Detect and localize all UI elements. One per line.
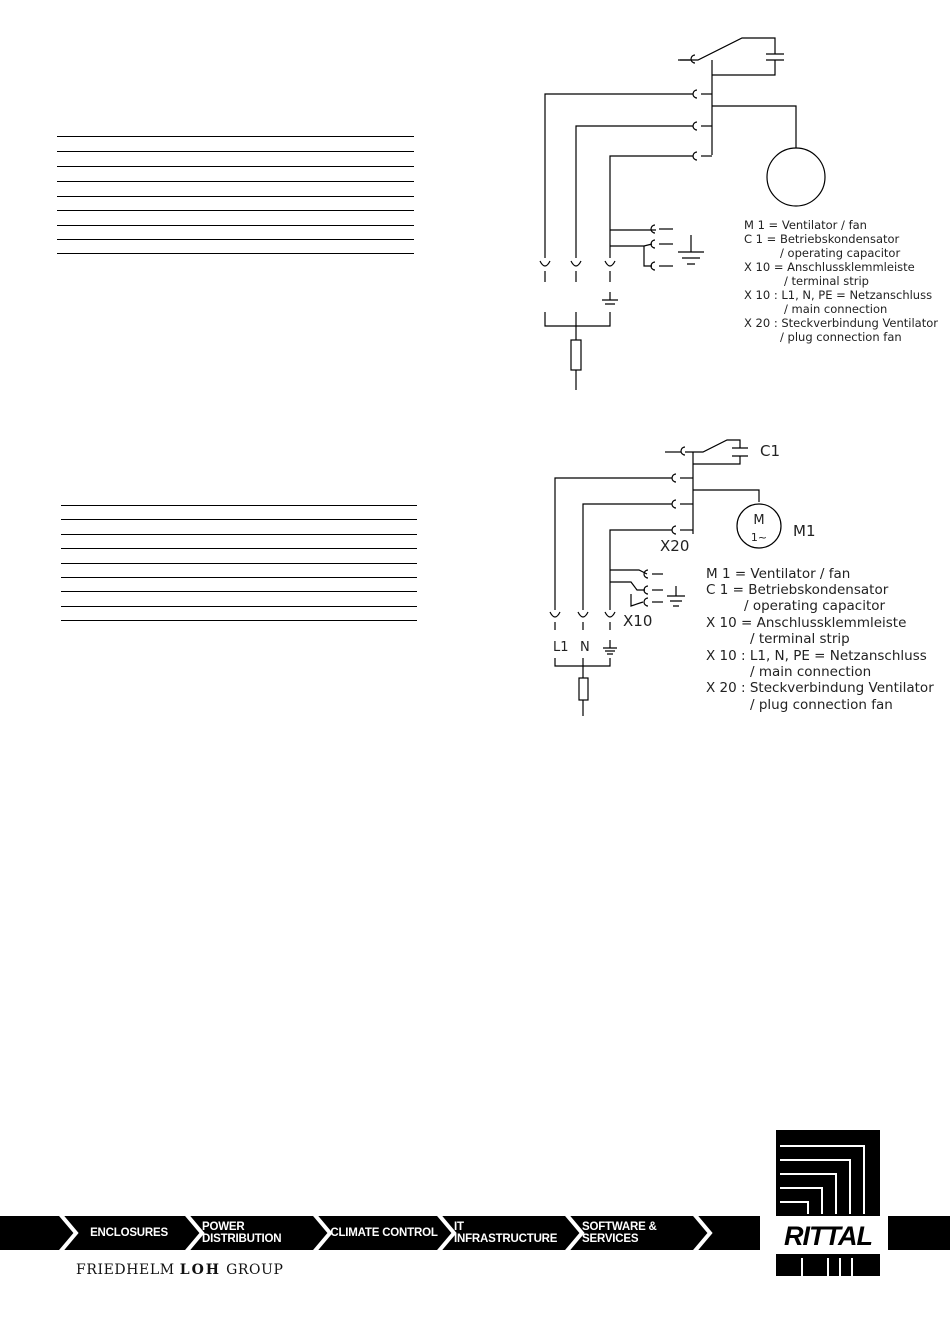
legend-line: / plug connection fan — [750, 697, 893, 713]
nav-item-it-infrastructure[interactable]: IT INFRASTRUCTURE — [454, 1221, 558, 1245]
legend-line: / main connection — [784, 302, 888, 316]
legend-line: / terminal strip — [784, 274, 869, 288]
rittal-logo-text: RITTAL — [784, 1221, 872, 1251]
legend-top — [744, 220, 944, 380]
legend-line: / terminal strip — [750, 631, 850, 647]
table-rule — [61, 577, 417, 578]
legend-line: C 1 = Betriebskondensator — [744, 232, 900, 246]
table-rule — [61, 548, 417, 549]
table-rule — [57, 151, 414, 152]
legend-line: X 10 = Anschlussklemmleiste — [744, 260, 915, 274]
motor-m1-label: M1 — [793, 522, 816, 540]
legend-line: X 20 : Steckverbindung Ventilator — [744, 316, 939, 330]
table-rule — [61, 591, 417, 592]
legend-line: C 1 = Betriebskondensator — [706, 582, 889, 598]
capacitor-c1-label: C1 — [760, 442, 781, 460]
legend-line: / plug connection fan — [780, 330, 902, 344]
nav-item-enclosures[interactable]: ENCLOSURES — [90, 1227, 168, 1239]
legend-line: X 10 = Anschlussklemmleiste — [706, 615, 907, 631]
terminal-x10-label: X10 — [623, 612, 653, 630]
legend-line: X 10 : L1, N, PE = Netzanschluss — [744, 288, 933, 302]
table-rule — [57, 225, 414, 226]
legend-line: M 1 = Ventilator / fan — [706, 566, 851, 582]
table-bottom — [61, 505, 417, 623]
legend-line: / operating capacitor — [780, 246, 901, 260]
table-rule — [61, 563, 417, 564]
nav-item-power-distribution[interactable]: POWER DISTRIBUTION — [202, 1221, 282, 1245]
legend-bottom — [706, 568, 936, 718]
table-rule — [61, 606, 417, 607]
table-rule — [57, 210, 414, 211]
table-rule — [57, 196, 414, 197]
legend-line: / operating capacitor — [744, 598, 886, 614]
table-rule — [57, 181, 414, 182]
group-bold: LOH — [179, 1262, 222, 1278]
nav-item-software-services[interactable]: SOFTWARE & SERVICES — [582, 1221, 657, 1245]
neutral-n-label: N — [580, 640, 590, 655]
legend-line: M 1 = Ventilator / fan — [744, 218, 867, 232]
table-rule — [57, 239, 414, 240]
table-rule — [57, 253, 414, 254]
legend-line: / main connection — [750, 664, 872, 680]
table-rule — [61, 534, 417, 535]
group-suffix: GROUP — [226, 1262, 284, 1278]
plug-x20-label: X20 — [660, 537, 690, 555]
motor-symbol-label: M — [753, 513, 765, 528]
group-name — [76, 1262, 284, 1278]
rittal-logo-icon — [776, 1130, 880, 1276]
motor-phase-label: 1~ — [750, 531, 768, 544]
table-rule — [57, 136, 414, 137]
legend-line: X 20 : Steckverbindung Ventilator — [706, 680, 934, 696]
table-top — [57, 136, 414, 256]
table-rule — [61, 519, 417, 520]
table-rule — [61, 505, 417, 506]
table-rule — [61, 620, 417, 621]
group-prefix: FRIEDHELM — [76, 1262, 175, 1278]
phase-l1-label: L1 — [553, 640, 569, 655]
rittal-logo[interactable] — [776, 1130, 880, 1276]
table-rule — [57, 166, 414, 167]
nav-item-climate-control[interactable]: CLIMATE CONTROL — [330, 1227, 438, 1239]
legend-line: X 10 : L1, N, PE = Netzanschluss — [706, 648, 927, 664]
